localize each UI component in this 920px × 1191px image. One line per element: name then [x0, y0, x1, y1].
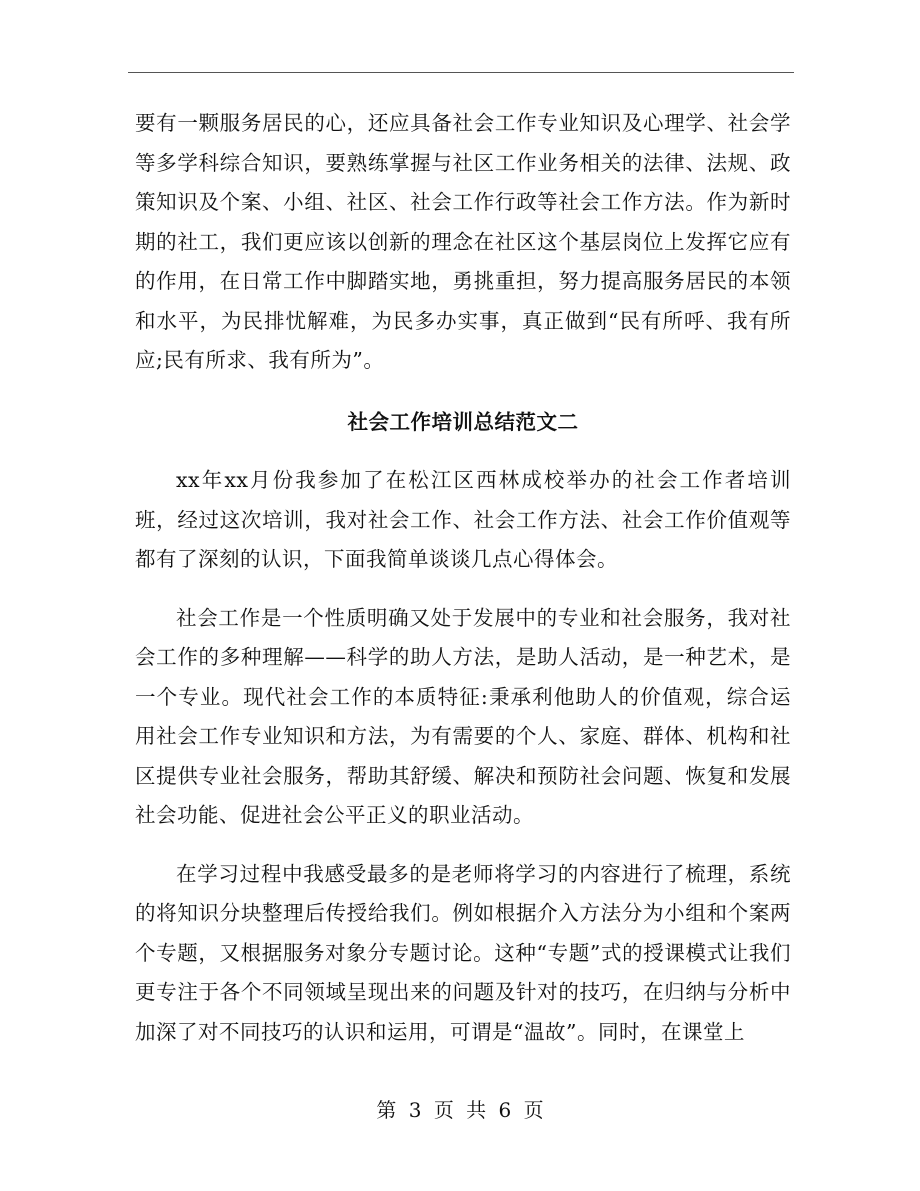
body-paragraph-1: xx年xx月份我参加了在松江区西林成校举办的社会工作者培训班，经过这次培训，我对社会工作、社会工作方法、社会工作价值观等都有了深刻的认识，下面我简单谈谈几点心得体会。 [135, 468, 791, 571]
body-paragraph-2: 社会工作是一个性质明确又处于发展中的专业和社会服务，我对社会工作的多种理解——科学的助人方法，是助人活动，是一种艺术，是一个专业。现代社会工作的本质特征:秉承利他助人的价值观，综合运用社会工作专业知识和方法，为有需要的个人、家庭、群体、机构和社区提供专业社会服务，帮助其舒缓、解决和预防社会问题、恢复和发展社会功能、促进社会公平正义的职业活动。 [135, 605, 791, 827]
header-rule [128, 72, 794, 73]
section-title: 社会工作培训总结范文二 [347, 409, 579, 434]
page-number-footer: 第 3 页 共 6 页 [376, 1098, 544, 1122]
body-paragraph-3: 在学习过程中我感受最多的是老师将学习的内容进行了梳理，系统的将知识分块整理后传授给我们。例如根据介入方法分为小组和个案两个专题，又根据服务对象分专题讨论。这种“专题”式的授课模式让我们更专注于各个不同领域呈现出来的问题及针对的技巧，在归纳与分析中加深了对不同技巧的认识和运用，可谓是“温故”。同时，在课堂上 [135, 861, 791, 1044]
document-body [135, 104, 791, 1052]
continuation-paragraph: 要有一颗服务居民的心，还应具备社会工作专业知识及心理学、社会学等多学科综合知识，要熟练掌握与社区工作业务相关的法律、法规、政策知识及个案、小组、社区、社会工作行政等社会工作方法。作为新时期的社工，我们更应该以创新的理念在社区这个基层岗位上发挥它应有的作用，在日常工作中脚踏实地，勇挑重担，努力提高服务居民的本领和水平，为民排忧解难，为民多办实事，真正做到“民有所呼、我有所应;民有所求、我有所为”。 [135, 111, 791, 372]
